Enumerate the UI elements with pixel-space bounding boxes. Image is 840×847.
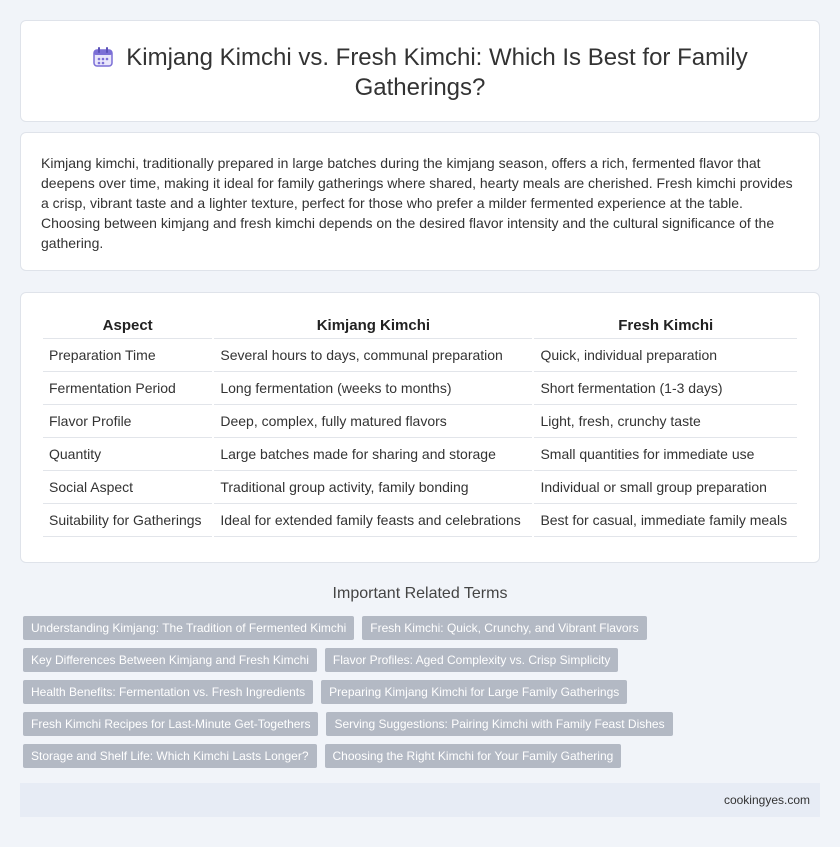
header-aspect: Aspect (43, 315, 212, 339)
comparison-card (20, 292, 820, 563)
related-term-link[interactable]: Key Differences Between Kimjang and Fresh Kimchi (23, 648, 317, 672)
related-term-link[interactable]: Flavor Profiles: Aged Complexity vs. Crisp Simplicity (325, 648, 618, 672)
summary-text: Kimjang kimchi, traditionally prepared in large batches during the kimjang season, offers a rich, fermented flavor that deepens over time, making it ideal for family gatherings where shared, hearty meals are cherished. Fresh kimchi provides a crisp, vibrant taste and a lighter texture, perfect for those who prefer a milder fermented experience at the table. Choosing between kimjang and fresh kimchi depends on the desired flavor intensity and the cultural significance of the gathering. (41, 155, 793, 251)
tag-row (23, 616, 823, 640)
table-row (43, 504, 797, 537)
tag-row (23, 712, 823, 736)
related-terms-title: Important Related Terms (332, 585, 508, 602)
related-term-link[interactable]: Storage and Shelf Life: Which Kimchi Lasts Longer? (23, 744, 317, 768)
tag-row (23, 680, 823, 704)
row-aspect: Flavor Profile (43, 405, 212, 438)
footer-site[interactable]: cookingyes.com (723, 793, 810, 807)
tag-row (23, 648, 823, 672)
row-fresh: Small quantities for immediate use (534, 438, 797, 471)
row-fresh: Light, fresh, crunchy taste (534, 405, 797, 438)
row-aspect: Fermentation Period (43, 372, 212, 405)
row-fresh: Individual or small group preparation (534, 471, 797, 504)
related-term-link[interactable]: Choosing the Right Kimchi for Your Family Gathering (325, 744, 622, 768)
comparison-table (41, 315, 799, 537)
related-term-link[interactable]: Health Benefits: Fermentation vs. Fresh Ingredients (23, 680, 313, 704)
footer (20, 783, 820, 817)
title-card (20, 20, 820, 122)
row-fresh: Quick, individual preparation (534, 339, 797, 372)
tag-row (23, 744, 823, 768)
row-kimjang: Several hours to days, communal preparation (214, 339, 532, 372)
row-aspect: Preparation Time (43, 339, 212, 372)
table-row (43, 405, 797, 438)
row-fresh: Short fermentation (1-3 days) (534, 372, 797, 405)
row-kimjang: Large batches made for sharing and storage (214, 438, 532, 471)
page-title: Kimjang Kimchi vs. Fresh Kimchi: Which Is Best for Family Gatherings? (126, 44, 748, 101)
row-aspect: Quantity (43, 438, 212, 471)
related-term-link[interactable]: Understanding Kimjang: The Tradition of Fermented Kimchi (23, 616, 354, 640)
row-kimjang: Long fermentation (weeks to months) (214, 372, 532, 405)
table-row (43, 339, 797, 372)
header-kimjang: Kimjang Kimchi (214, 315, 532, 339)
table-row (43, 438, 797, 471)
table-row (43, 372, 797, 405)
page-title-wrap (21, 43, 819, 103)
calendar-icon (92, 46, 114, 68)
row-aspect: Social Aspect (43, 471, 212, 504)
row-kimjang: Traditional group activity, family bonding (214, 471, 532, 504)
header-fresh: Fresh Kimchi (534, 315, 797, 339)
related-term-link[interactable]: Preparing Kimjang Kimchi for Large Family Gatherings (321, 680, 627, 704)
table-header-row (43, 315, 797, 339)
related-term-link[interactable]: Fresh Kimchi: Quick, Crunchy, and Vibrant Flavors (362, 616, 646, 640)
table-row (43, 471, 797, 504)
row-aspect: Suitability for Gatherings (43, 504, 212, 537)
related-term-link[interactable]: Fresh Kimchi Recipes for Last-Minute Get-Togethers (23, 712, 318, 736)
related-term-link[interactable]: Serving Suggestions: Pairing Kimchi with Family Feast Dishes (326, 712, 672, 736)
row-fresh: Best for casual, immediate family meals (534, 504, 797, 537)
row-kimjang: Ideal for extended family feasts and celebrations (214, 504, 532, 537)
related-terms-list (23, 616, 823, 776)
summary-card (20, 132, 820, 271)
row-kimjang: Deep, complex, fully matured flavors (214, 405, 532, 438)
